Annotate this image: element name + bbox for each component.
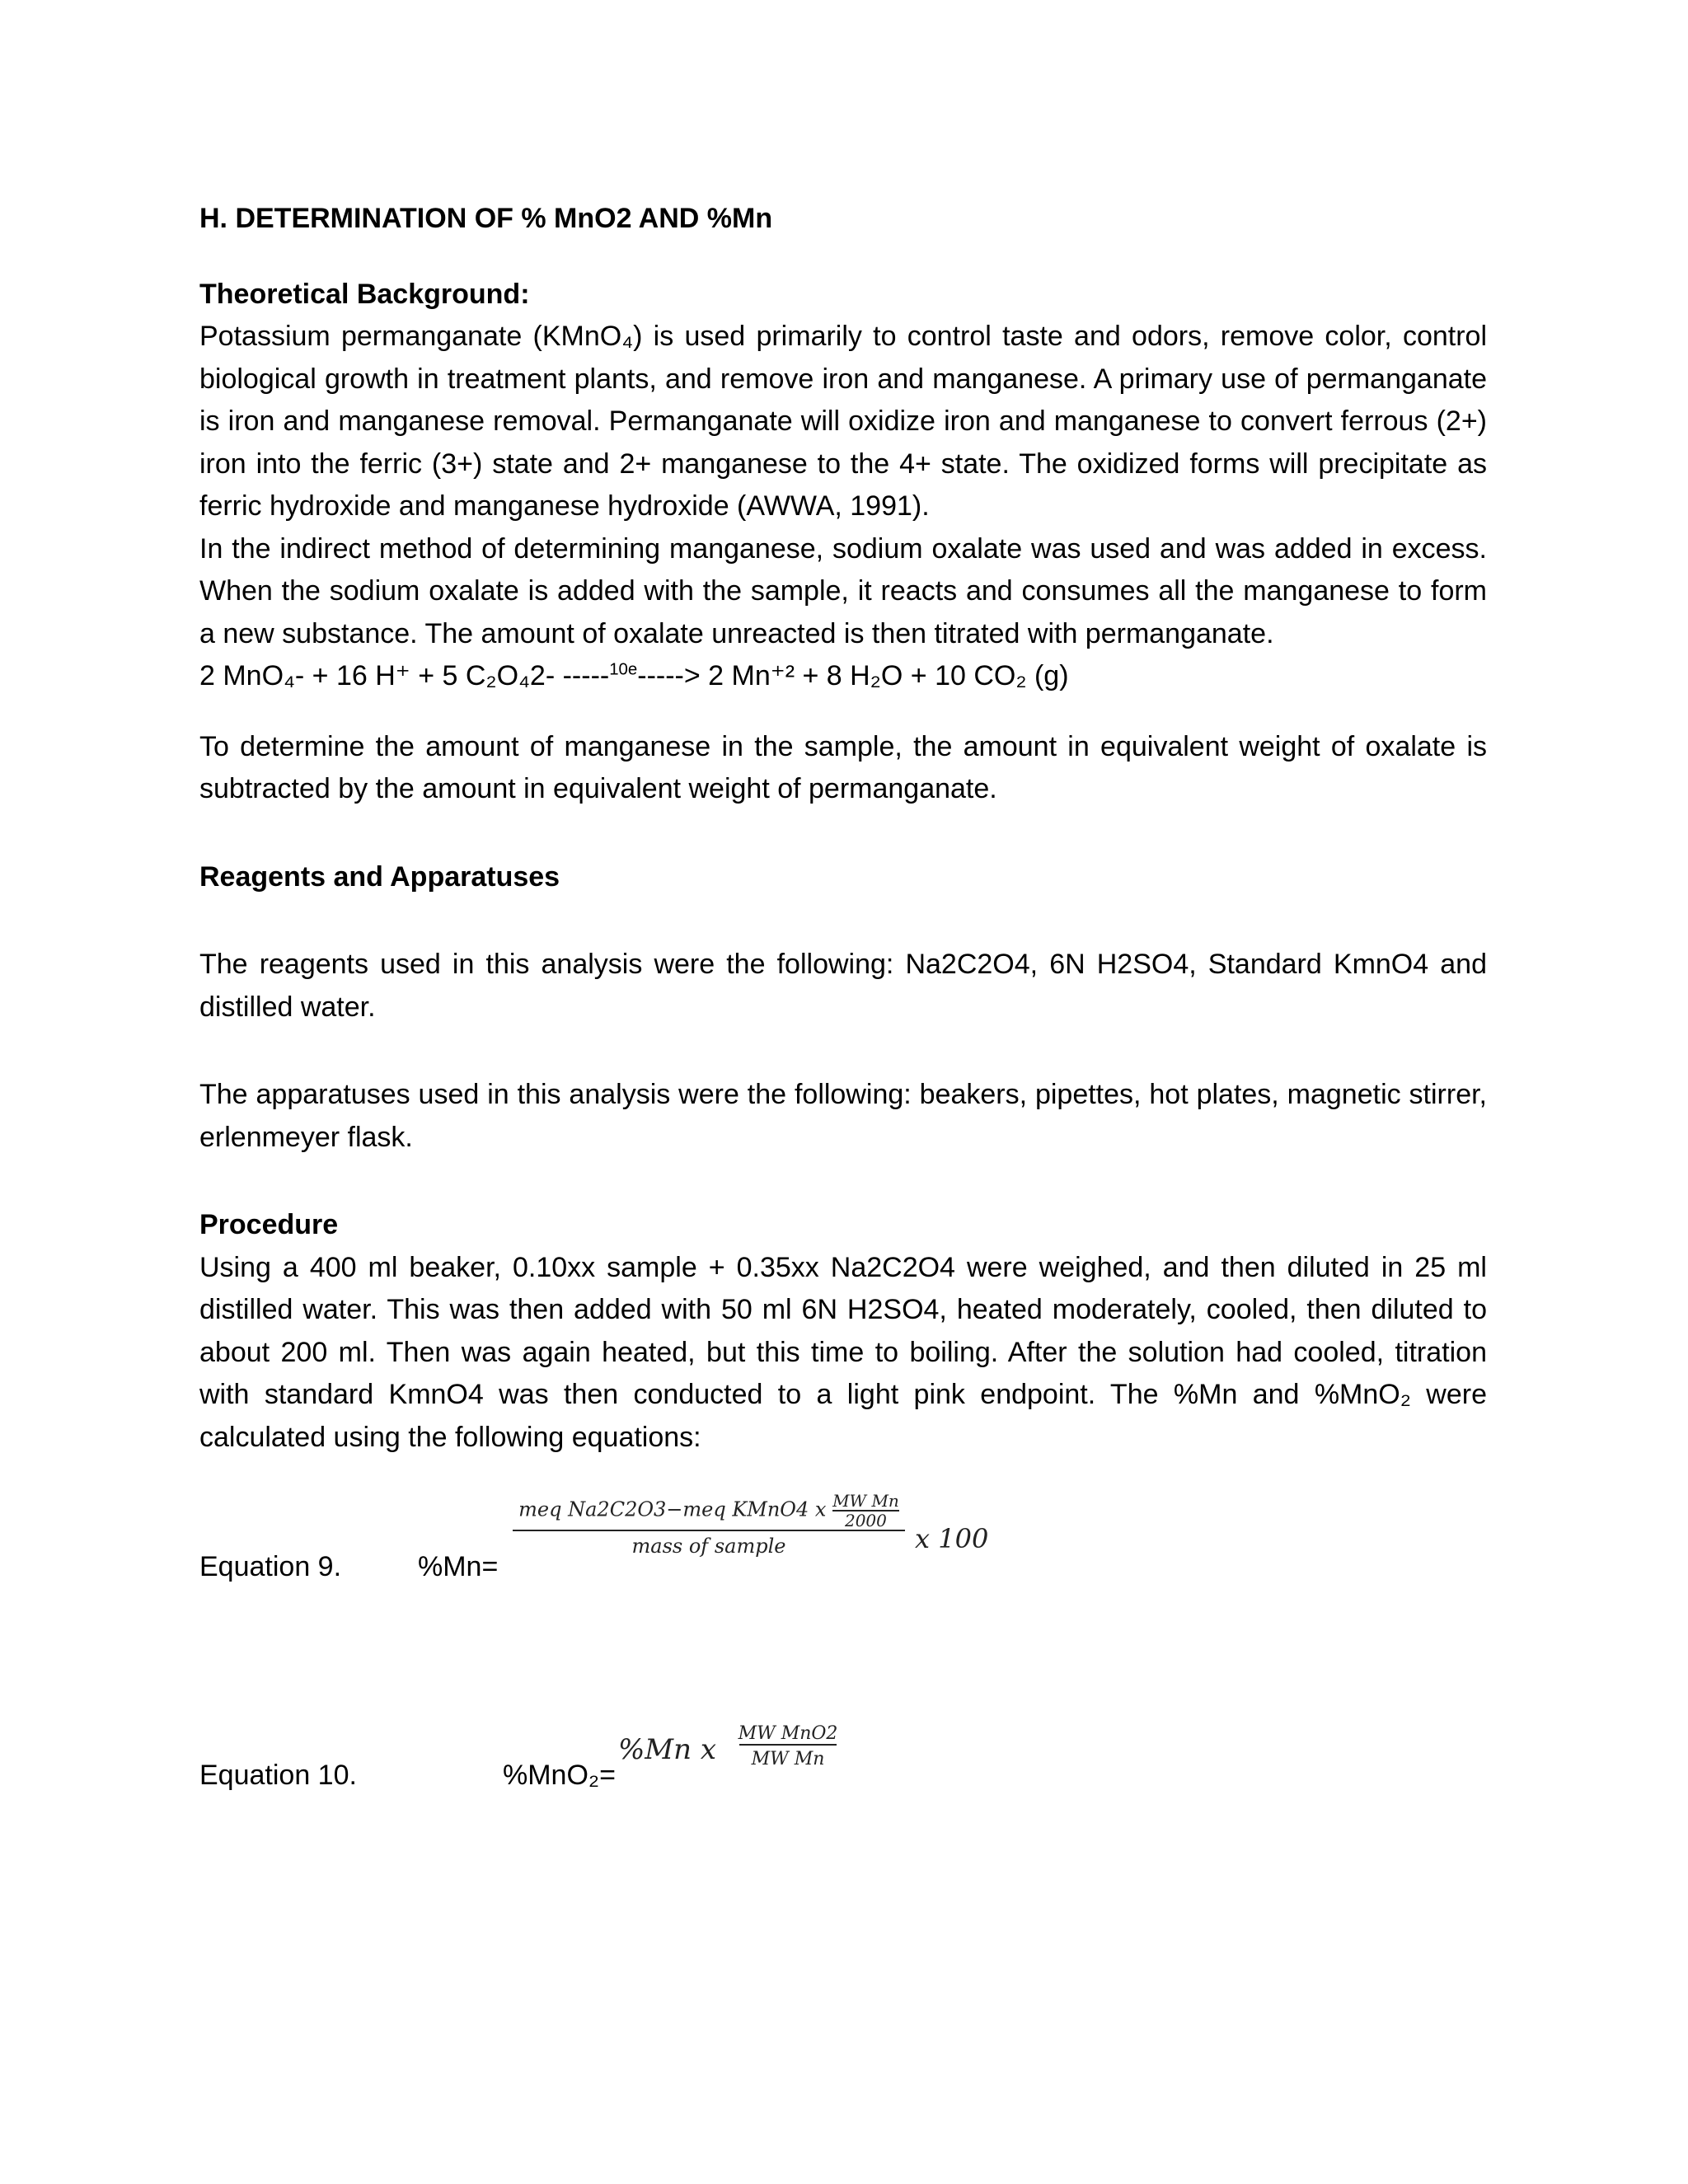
background-paragraph-2: In the indirect method of determining manganese, sodium oxalate was used and was added in excess. When the sodium oxalate is added with the sample, it reacts and consumes all the manganese to form a new substance. The amount of oxalate unreacted is then titrated with permanganate.: [199, 532, 1487, 649]
equation-9-fraction: [513, 1492, 905, 1558]
background-paragraph-1: Potassium permanganate (KMnO₄) is used primarily to control taste and odors, remove color, control biological growth in treatment plants, and remove iron and manganese. A primary use of permanganate is iron and manganese removal. Permanganate will oxidize iron and manganese to convert ferrous (2+) iron into the ferric (3+) state and 2+ manganese to the 4+ state. The oxidized forms will precipitate as ferric hydroxide and manganese hydroxide (AWWA, 1991).: [199, 321, 1487, 522]
procedure-heading: Procedure: [199, 1209, 339, 1240]
equation-10-prefix: %Mn x: [618, 1733, 716, 1766]
reagents-heading: Reagents and Apparatuses: [199, 860, 560, 893]
reaction-arrow-label: 10e: [609, 660, 638, 679]
apparatus-paragraph: The apparatuses used in this analysis were the following: beakers, pipettes, hot plates, magnetic stirrer, erlenmeyer flask.: [199, 1079, 1487, 1153]
reagents-paragraph: The reagents used in this analysis were the following: Na2C2O4, 6N H2SO4, Standard KmnO4 and distilled water.: [199, 949, 1487, 1023]
equation-9-lhs: %Mn=: [418, 1551, 499, 1582]
equation-9-denominator: mass of sample: [631, 1535, 786, 1558]
equation-10-numerator: MW MnO2: [738, 1723, 838, 1744]
equation-9-inner-numerator: MW Mn: [832, 1491, 899, 1511]
equation-9-inner-fraction: [832, 1492, 899, 1530]
equation-10-denominator: MW Mn: [751, 1749, 825, 1769]
equation-10-lhs: %MnO₂=: [503, 1760, 616, 1791]
equation-9: [199, 1492, 1024, 1591]
equation-9-multiplier: x 100: [915, 1523, 989, 1554]
equation-9-inner-denominator: 2000: [844, 1511, 887, 1530]
reaction-left: 2 MnO₄- + 16 H⁺ + 5 C₂O₄2- -----: [199, 660, 610, 691]
equation-9-label: Equation 9.: [199, 1551, 342, 1582]
equation-9-fraction-bar: [513, 1530, 905, 1531]
section-title: H. DETERMINATION OF % MnO2 AND %Mn: [199, 203, 773, 234]
document-body: [199, 198, 1487, 1459]
procedure-paragraph: Using a 400 ml beaker, 0.10xx sample + 0.35xx Na2C2O4 were weighed, and then diluted in 25 ml distilled water. This was then added with 50 ml 6N H2SO4, heated moderately, cooled, then diluted to about 200 ml. Then was again heated, but this time to boiling. After the solution had cooled, titration with standard KmnO4 was then conducted to a light pink endpoint. The %Mn and %MnO₂ were calculated using the following equations:: [199, 1251, 1487, 1453]
background-paragraph-3: To determine the amount of manganese in the sample, the amount in equivalent weight of oxalate is subtracted by the amount in equivalent weight of permanganate.: [199, 730, 1487, 804]
equation-9-numerator: [518, 1492, 899, 1530]
equation-9-numerator-main: meq Na2C2O3−meq KMnO4 x: [518, 1497, 827, 1521]
reaction-equation: [199, 655, 1487, 698]
equation-10-label: Equation 10.: [199, 1760, 357, 1791]
equation-10: [199, 1718, 941, 1809]
equation-10-fraction: [739, 1723, 837, 1769]
background-heading: Theoretical Background:: [199, 278, 530, 310]
reaction-right: -----> 2 Mn⁺² + 8 H₂O + 10 CO₂ (g): [637, 660, 1069, 691]
equation-10-fraction-bar: [739, 1744, 837, 1746]
